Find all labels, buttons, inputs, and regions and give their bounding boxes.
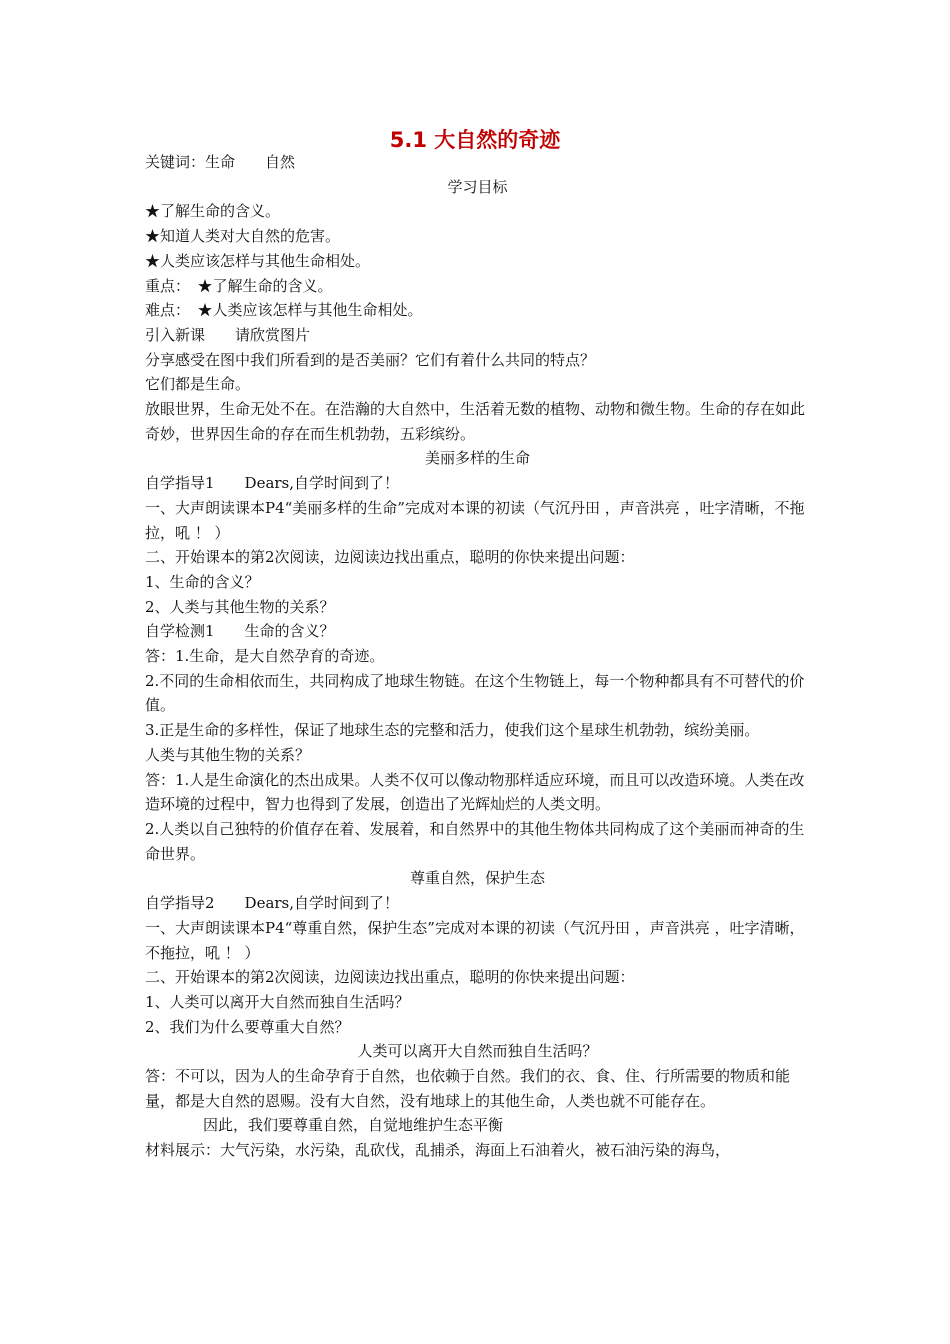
question-item: 2、人类与其他生物的关系？ <box>145 597 335 616</box>
paragraph: 材料展示：大气污染，水污染，乱砍伐，乱捕杀，海面上石油着火，被石油污染的海鸟， <box>145 1141 731 1160</box>
keywords-line: 关键词：生命 自然 <box>145 153 296 171</box>
section-heading: 美丽多样的生命 <box>424 449 530 468</box>
paragraph: 二、开始课本的第2次阅读，边阅读边找出重点，聪明的你快来提出问题： <box>145 968 635 987</box>
answer-item: 2.不同的生命相依而生，共同构成了地球生物链。在这个生物链上，每一个物种都具有不可替代的价值。 <box>145 671 805 715</box>
answer-item: 2.人类以自己独特的价值存在着、发展着，和自然界中的其他生物体共同构成了这个美丽而神奇的生命世界。 <box>145 819 805 863</box>
question-item: 1、人类可以离开大自然而独自生活吗？ <box>145 992 410 1011</box>
answer-item: 3.正是生命的多样性，保证了地球生态的完整和活力，使我们这个星球生机勃勃，缤纷美丽。 <box>145 721 760 740</box>
paragraph: 它们都是生命。 <box>145 375 251 394</box>
paragraph: 一、大声朗读课本P4“美丽多样的生命”完成对本课的初读（气沉丹田 ，声音洪亮 ，吐字清晰，不拖拉，吼 ！ ） <box>145 498 805 542</box>
answer-item: 答：不可以，因为人的生命孕育于自然，也依赖于自然。我们的衣、食、住、行所需要的物质和能量，都是大自然的恩赐。没有大自然，没有地球上的其他生命，人类也就不可能存在。 <box>145 1067 791 1110</box>
objective-item: ★了解生命的含义。 <box>145 202 281 221</box>
paragraph: 自学检测1 生命的含义？ <box>145 622 335 641</box>
section-heading: 学习目标 <box>447 177 508 196</box>
section-heading: 人类可以离开大自然而独自生活吗？ <box>357 1042 598 1061</box>
document-body <box>145 150 810 1163</box>
paragraph: 二、开始课本的第2次阅读，边阅读边找出重点，聪明的你快来提出问题： <box>145 548 635 567</box>
paragraph: 因此，我们要尊重自然，自觉地维护生态平衡 <box>203 1116 504 1135</box>
paragraph: 分享感受在图中我们所看到的是否美丽？它们有着什么共同的特点？ <box>145 350 596 369</box>
paragraph: 人类与其他生物的关系？ <box>145 745 311 764</box>
objective-item: ★知道人类对大自然的危害。 <box>145 227 341 246</box>
paragraph: 一、大声朗读课本P4“尊重自然，保护生态”完成对本课的初读（气沉丹田 ，声音洪亮 ，吐字清晰，不拖拉，吼 ！ ） <box>145 918 805 962</box>
document-title: 5.1 大自然的奇迹 <box>389 128 561 152</box>
paragraph: 放眼世界，生命无处不在。在浩瀚的大自然中，生活着无数的植物、动物和微生物。生命的存在如此奇妙，世界因生命的存在而生机勃勃，五彩缤纷。 <box>145 400 806 443</box>
difficult-point: 难点： ★人类应该怎样与其他生命相处。 <box>145 301 423 320</box>
question-item: 2、我们为什么要尊重大自然？ <box>145 1017 350 1036</box>
paragraph: 自学指导1 Dears,自学时间到了！ <box>145 474 400 493</box>
section-heading: 尊重自然，保护生态 <box>409 869 545 888</box>
paragraph: 自学指导2 Dears,自学时间到了！ <box>145 894 400 913</box>
answer-item: 答：1.人是生命演化的杰出成果。人类不仅可以像动物那样适应环境，而且可以改造环境。人类在改造环境的过程中，智力也得到了发展，创造出了光辉灿烂的人类文明。 <box>145 770 805 814</box>
question-item: 1、生命的含义？ <box>145 572 260 591</box>
answer-item: 答：1.生命，是大自然孕育的奇迹。 <box>145 647 385 666</box>
paragraph: 引入新课 请欣赏图片 <box>145 325 311 344</box>
objective-item: ★人类应该怎样与其他生命相处。 <box>145 251 371 270</box>
key-point: 重点： ★了解生命的含义。 <box>145 276 333 295</box>
